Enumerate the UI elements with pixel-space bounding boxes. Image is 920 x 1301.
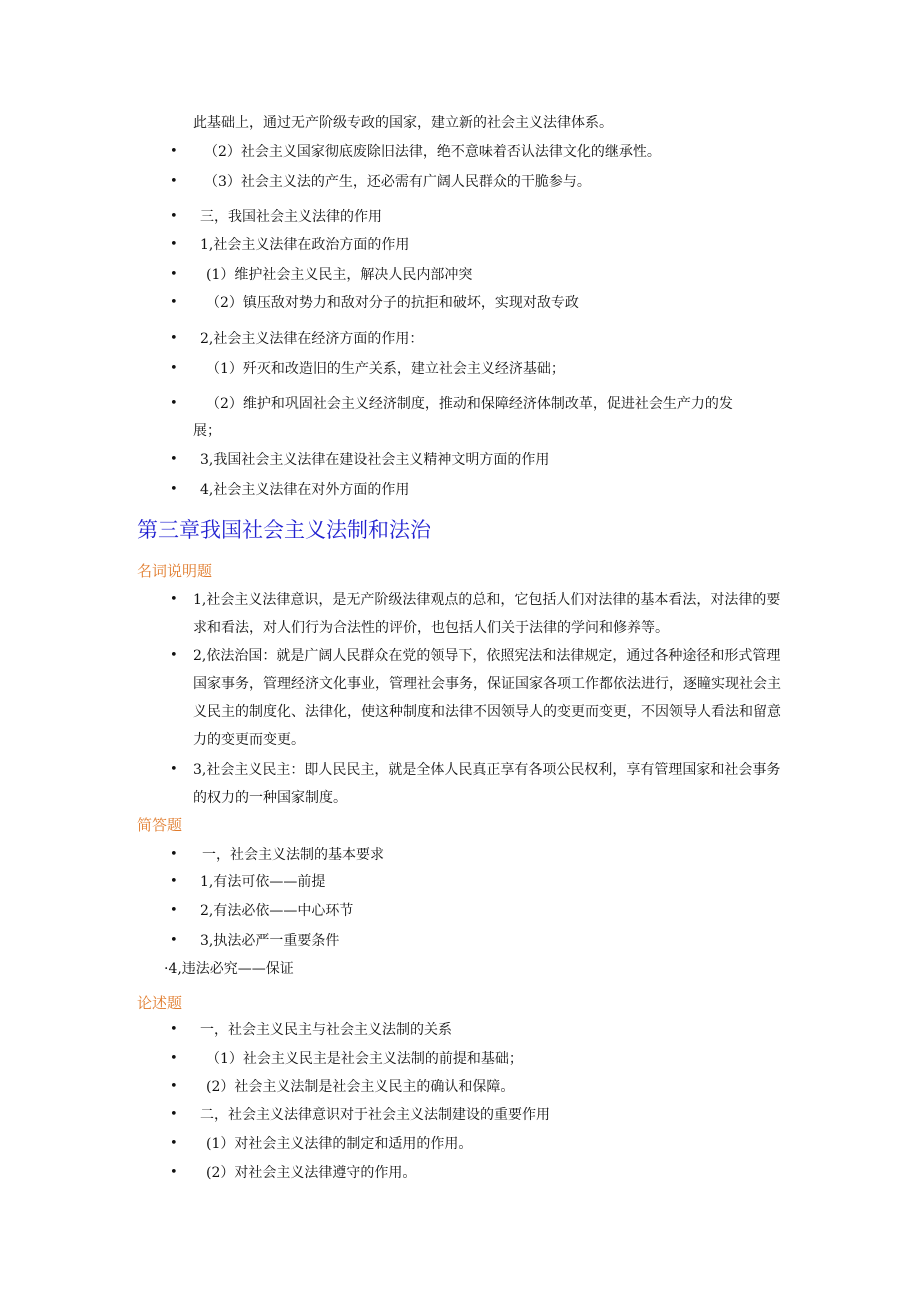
list-item: 2,社会主义法律在经济方面的作用： (200, 331, 424, 347)
list-item: （2）镇压敌对势力和敌对分子的抗拒和破坏，实现对敌专政 (206, 295, 579, 311)
definition-item: 1,社会主义法律意识，是无产阶级法律观点的总和，它包括人们对法律的基本看法，对法律的要求和看法，对人们行为合法性的评价，也包括人们关于法律的学问和修养等。 (193, 592, 781, 636)
list-item: 1,有法可依——前提 (200, 874, 326, 890)
bullet-icon: • (170, 482, 178, 497)
list-item: (1）维护社会主义民主，解决人民内部冲突 (206, 267, 473, 283)
section-heading-short-answer: 简答题 (137, 816, 183, 834)
bullet-icon: • (170, 592, 178, 607)
list-item: (2）对社会主义法律遵守的作用。 (206, 1165, 417, 1181)
list-item: （1）歼灭和改造旧的生产关系，建立社会主义经济基础； (206, 361, 565, 377)
list-item: （3）社会主义法的产生，还必需有广阔人民群众的干脆参与。 (204, 174, 591, 190)
section-heading-essay: 论述题 (137, 994, 183, 1012)
definition-item: 2,依法治国：就是广阔人民群众在党的领导下，依照宪法和法律规定，通过各种途径和形式管理国家事务，管理经济文化事业，管理社会事务，保证国家各项工作都依法进行，逐瞳实现社会主义民主的制度化、法律化，使这种制度和法律不因领导人的变更而变更，不因领导人看法和留意力的变更而变更。 (193, 648, 781, 748)
list-item: 2,有法必依——中心环节 (200, 903, 354, 919)
bullet-icon: • (170, 903, 178, 918)
list-item-wrap: 展； (193, 423, 221, 439)
bullet-icon: • (170, 144, 178, 159)
list-item: 一，社会主义民主与社会主义法制的关系 (200, 1022, 452, 1038)
bullet-icon: • (170, 1022, 178, 1037)
list-item: 3,我国社会主义法律在建设社会主义精神文明方面的作用 (200, 452, 550, 468)
list-item: （2）维护和巩固社会主义经济制度，推动和保障经济体制改革，促进社会生产力的发 (206, 396, 733, 412)
section-heading-definitions: 名词说明题 (137, 562, 213, 580)
bullet-icon: • (170, 1051, 178, 1066)
bullet-icon: • (170, 762, 178, 777)
bullet-icon: • (170, 174, 178, 189)
bullet-icon: • (170, 1165, 178, 1180)
bullet-icon: • (170, 331, 178, 346)
bullet-icon: • (170, 933, 178, 948)
list-item: (2）社会主义法制是社会主义民主的确认和保障。 (206, 1079, 515, 1095)
list-item: ·4,违法必究——保证 (164, 961, 294, 977)
bullet-icon: • (170, 361, 178, 376)
bullet-icon: • (170, 1136, 178, 1151)
bullet-icon: • (170, 847, 178, 862)
list-item: （1）社会主义民主是社会主义法制的前提和基础； (206, 1051, 523, 1067)
list-item: (1）对社会主义法律的制定和适用的作用。 (206, 1136, 473, 1152)
list-item: 三，我国社会主义法律的作用 (200, 209, 382, 225)
bullet-icon: • (170, 396, 178, 411)
bullet-icon: • (170, 874, 178, 889)
bullet-icon: • (170, 452, 178, 467)
list-item: 4,社会主义法律在对外方面的作用 (200, 482, 410, 498)
list-item: 3,执法必严一重要条件 (200, 933, 340, 949)
chapter-title: 第三章我国社会主义法制和法治 (137, 518, 431, 542)
bullet-icon: • (170, 648, 178, 663)
bullet-icon: • (170, 1107, 178, 1122)
bullet-icon: • (170, 209, 178, 224)
list-item: 1,社会主义法律在政治方面的作用 (200, 237, 410, 253)
bullet-icon: • (170, 1079, 178, 1094)
list-item: 二，社会主义法律意识对于社会主义法制建设的重要作用 (200, 1107, 550, 1123)
continuation-line: 此基础上，通过无产阶级专政的国家，建立新的社会主义法律体系。 (193, 115, 613, 131)
bullet-icon: • (170, 237, 178, 252)
bullet-icon: • (170, 267, 178, 282)
list-item: 一，社会主义法制的基本要求 (202, 847, 384, 863)
list-item: （2）社会主义国家彻底废除旧法律，绝不意味着否认法律文化的继承性。 (204, 144, 661, 160)
bullet-icon: • (170, 295, 178, 310)
definition-item: 3,社会主义民主：即人民民主，就是全体人民真正享有各项公民权利，享有管理国家和社会事务的权力的一种国家制度。 (193, 762, 781, 806)
